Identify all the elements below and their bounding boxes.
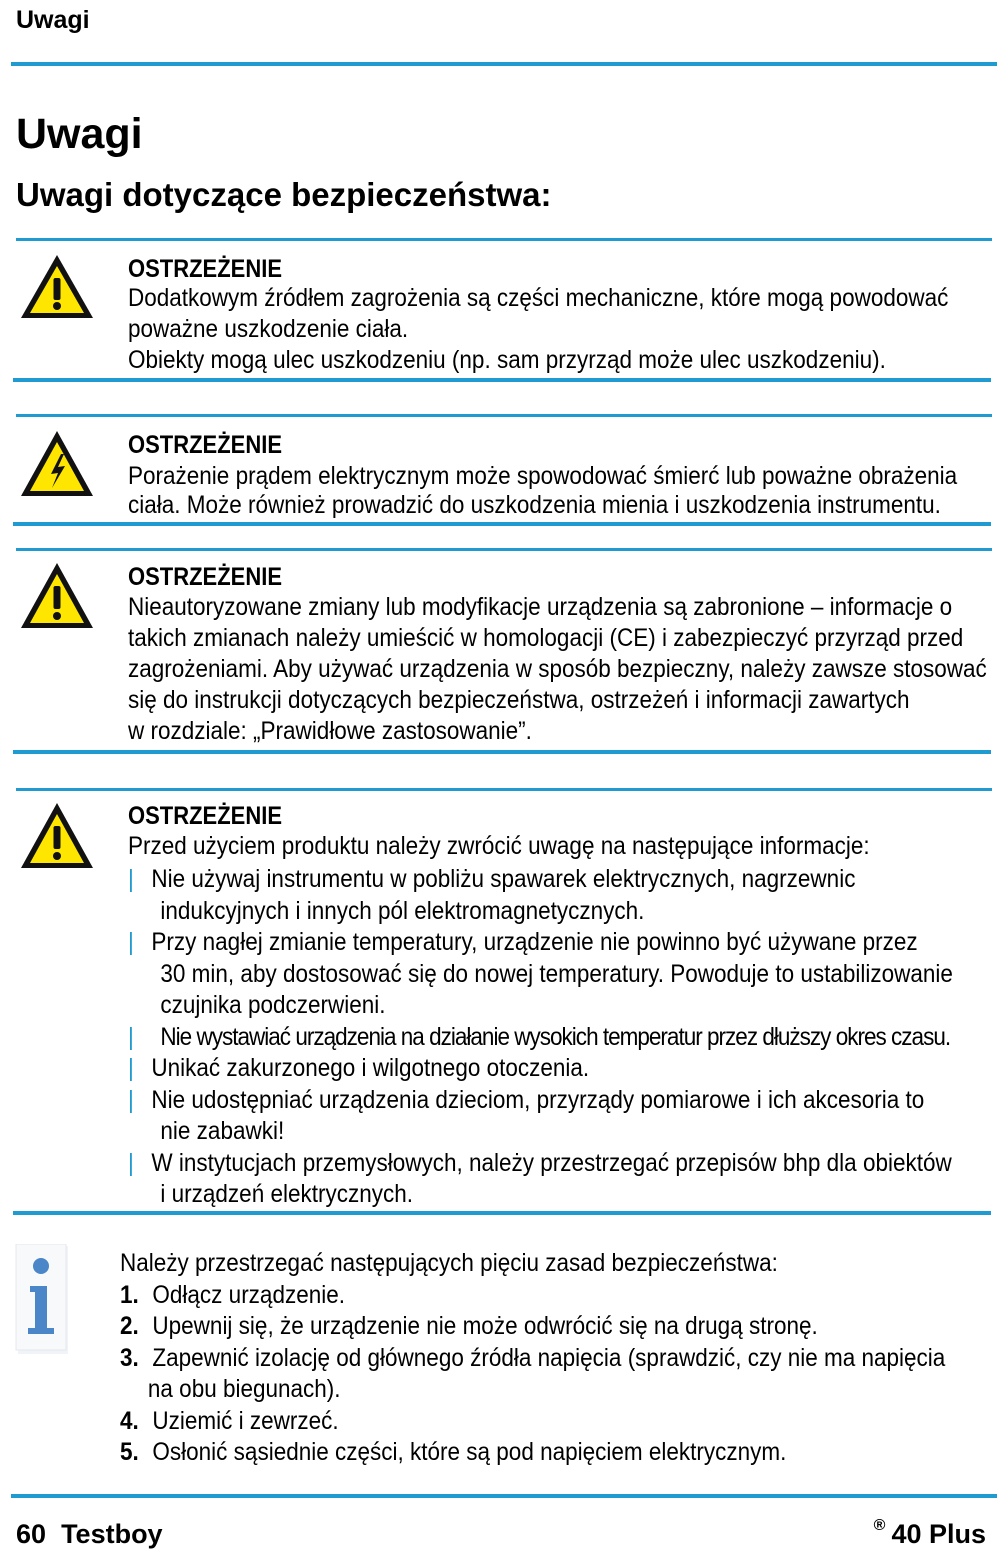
- warning-text: Dodatkowym źródłem zagrożenia są części mechaniczne, które mogą powodować poważne uszkodzenie ciała. Obiekty mogą ulec uszkodzeniu (np. sam przyrząd może ulec uszkodzeniu).: [128, 284, 949, 374]
- page-number: 60: [16, 1519, 47, 1549]
- list-item: | Nie używaj instrumentu w pobliżu spawarek elektrycznych, nagrzewnic indukcyjnych i innych pól elektromagnetycznych.: [128, 865, 856, 925]
- warning-heading: OSTRZEŻENIE: [128, 255, 283, 283]
- section-subtitle: Uwagi dotyczące bezpieczeństwa:: [16, 176, 552, 213]
- divider: [13, 1211, 991, 1215]
- info-list: [120, 1248, 945, 1469]
- warning-text: Porażenie prądem elektrycznym może spowodować śmierć lub poważne obrażenia ciała. Może również prowadzić do uszkodzenia mienia i uszkodzenia instrumentu.: [128, 462, 958, 519]
- registered-mark: ®: [873, 1517, 886, 1534]
- footer-left: [16, 1519, 163, 1550]
- model-name: 40 Plus: [891, 1519, 986, 1549]
- list-item: | W instytucjach przemysłowych, należy przestrzegać przepisów bhp dla obiektów i urządzeń elektrycznych.: [128, 1148, 952, 1208]
- divider: [13, 522, 991, 526]
- warning-heading: OSTRZEŻENIE: [128, 563, 283, 591]
- list-item: 1. Odłącz urządzenie.: [120, 1280, 346, 1309]
- list-item: | Nie udostępniać urządzenia dzieciom, przyrządy pomiarowe i ich akcesoria to nie zabawki!: [128, 1085, 925, 1145]
- divider: [16, 548, 992, 551]
- warning-electric-icon: [18, 428, 96, 500]
- list-item: | Unikać zakurzonego i wilgotnego otoczenia.: [128, 1054, 590, 1082]
- divider: [16, 414, 992, 417]
- warning-text: Nieautoryzowane zmiany lub modyfikacje urządzenia są zabronione – informacje o takich zmianach należy umieścić w homologacji (CE) i zabezpieczyć przyrząd przed zagrożeniami. Aby używać urządzenia w sposób bezpieczny, należy zawsze stosować się do instrukcji dotyczących bezpieczeństwa, ostrzeżeń i informacji zawartych w rozdziale: „Prawidłowe zastosowanie”.: [128, 593, 987, 745]
- info-intro: Należy przestrzegać następujących pięciu zasad bezpieczeństwa:: [120, 1249, 778, 1277]
- list-item: | Nie wystawiać urządzenia na działanie wysokich temperatur przez dłuższy okres czasu.: [128, 1022, 951, 1051]
- warning-heading: OSTRZEŻENIE: [128, 431, 283, 459]
- list-item: | Przy nagłej zmianie temperatury, urządzenie nie powinno być używane przez 30 min, aby dostosować się do nowej temperatury. Powoduje to ustabilizowanie czujnika podczerwieni.: [128, 928, 953, 1019]
- warning-bullet-list: [128, 864, 953, 1211]
- warning-exclamation-icon: [18, 252, 96, 322]
- warning-intro: Przed użyciem produktu należy zwrócić uwagę na następujące informacje:: [128, 832, 870, 860]
- list-item: 3. Zapewnić izolację od głównego źródła napięcia (sprawdzić, czy nie ma napięcia na obu biegunach).: [120, 1343, 946, 1403]
- list-item: 2. Upewnij się, że urządzenie nie może odwrócić się na drugą stronę.: [120, 1312, 818, 1340]
- info-icon: [14, 1244, 70, 1356]
- divider: [13, 750, 991, 754]
- list-item: 5. Osłonić sąsiednie części, które są pod napięciem elektrycznym.: [120, 1438, 787, 1466]
- header-divider: [11, 62, 997, 66]
- footer-divider: [11, 1494, 997, 1498]
- divider: [16, 788, 992, 791]
- footer-right: [874, 1519, 986, 1550]
- running-header: Uwagi: [16, 6, 90, 34]
- list-item: 4. Uziemić i zewrzeć.: [120, 1406, 339, 1435]
- brand-name: Testboy: [61, 1519, 163, 1549]
- warning-exclamation-icon: [18, 560, 96, 632]
- warning-exclamation-icon: [18, 800, 96, 872]
- page-title: Uwagi: [16, 110, 143, 158]
- divider: [16, 238, 992, 241]
- divider: [13, 378, 991, 382]
- warning-heading: OSTRZEŻENIE: [128, 802, 283, 830]
